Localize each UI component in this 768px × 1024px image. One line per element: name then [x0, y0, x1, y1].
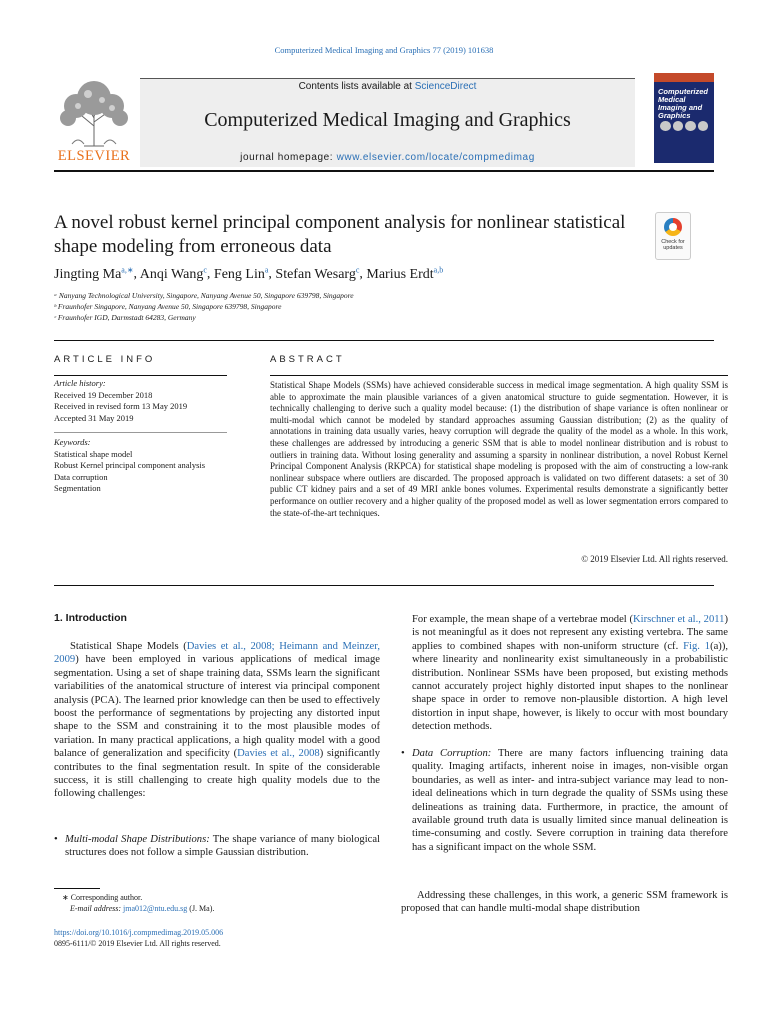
abstract-text: Statistical Shape Models (SSMs) have achieved considerable success in medical image segmentation. A high quality SSM is able to approximate the main plausible variances of a given anatomical structure to guide segmentation. However, it is technically challenging to derive such a quality model because: (1) the distribution of shape variance is often nonlinear or multi-modal which cannot be modeled by standard approaches assuming Gaussian distribution; (2) as the quality of annotations in training data usually varies, heavy corruption will degrade the quality of the model as a whole. In this work, these challenges are addressed by introducing a generic SSM that is able to model nonlinear distribution and is robust to outliers in training data. Without losing generality and assuming a sparsity in nonlinear distribution, a novel Robust Kernel Principal Component Analysis (RKPCA) for statistical shape modeling is proposed with the aim of constructing a low-rank nonlinear subspace where outliers are discarded. The proposed approach is validated on two different datasets: a set of 30 public CT kidney pairs and a set of 49 MRI ankle bones volumes. Experimental results demonstrate a significantly better performance on outlier recovery and a higher quality of the proposed model as well as lower segmentation errors compared to the state-of-the-art techniques.: [270, 380, 728, 518]
history-item: Accepted 31 May 2019: [54, 412, 134, 423]
author[interactable]: Feng Lin$^a$: [213, 265, 269, 282]
article-info-heading: ARTICLE INFO: [54, 354, 156, 365]
article-title: A novel robust kernel principal component analysis for nonlinear statistical shape modeling from erroneous data: [54, 212, 626, 257]
check-updates-icon: [664, 218, 682, 236]
email-link[interactable]: jma012@ntu.edu.sg: [123, 904, 188, 913]
intro-paragraph-2: Addressing these challenges, in this work, a generic SSM framework is proposed that can handle multi-modal shape distribution: [401, 890, 728, 915]
author[interactable]: Marius Erdt$^{a,b}$: [366, 265, 444, 282]
check-updates-label: Check for updates: [661, 239, 685, 251]
keywords: [54, 437, 254, 495]
homepage-link[interactable]: www.elsevier.com/locate/compmedimag: [336, 152, 535, 163]
author[interactable]: Stefan Wesarg$^c$: [275, 265, 360, 282]
journal-banner: [140, 78, 635, 167]
abstract-rule: [270, 375, 728, 376]
keyword: Segmentation: [54, 483, 101, 493]
affiliation: ᵇ Fraunhofer Singapore, Nanyang Avenue 50, Singapore 639798, Singapore: [54, 302, 282, 311]
affiliation: ᶜ Fraunhofer IGD, Darmstadt 64283, Germany: [54, 313, 196, 322]
contents-prefix: Contents lists available at: [298, 81, 415, 92]
citation-link[interactable]: Davies et al., 2008: [237, 748, 320, 760]
section-heading-introduction: 1. Introduction: [54, 612, 127, 624]
keyword: Robust Kernel principal component analysis: [54, 460, 206, 470]
intro-paragraph-1: Statistical Shape Models (Davies et al., 2008; Heimann and Meinzer, 2009) have been employed in various applications of medical image segmentation. Using a set of shape training data, SSMs learn the significant variabilities of the anatomical structure of interest via principal component analysis (PCA). The learned prior knowledge can then be used to effectively boost the performance of segmentations by projecting any distorted input shape to the SSM and constraining it to the most plausible modes of variation. In many practical applications, a high quality model with a good balance of generalization and specificity (Davies et al., 2008) significantly contributes to the final segmentation result. In spite of the considerable success, it is still challenging to create high quality models due to the following challenges:: [54, 641, 381, 800]
journal-citation[interactable]: Computerized Medical Imaging and Graphics 77 (2019) 101638: [274, 45, 494, 55]
homepage-prefix: journal homepage:: [240, 152, 337, 163]
doi-link[interactable]: https://doi.org/10.1016/j.compmedimag.2019.05.006: [54, 928, 224, 937]
citation-link[interactable]: Davies et al., 2008; Heimann and Meinzer, 2009: [54, 641, 380, 666]
abstract-heading: ABSTRACT: [270, 354, 345, 365]
bullet-label: Data Corruption:: [412, 748, 492, 759]
info-rule: [54, 432, 227, 433]
article-history: [54, 378, 244, 424]
footnote-corresponding: ∗ Corresponding author.: [62, 893, 143, 902]
author[interactable]: Jingting $Ma^{a,∗}$: [54, 265, 134, 282]
homepage-line: [140, 152, 635, 163]
history-label: Article history:: [54, 378, 106, 388]
keyword: Data corruption: [54, 471, 108, 482]
affiliation: ᵃ Nanyang Technological University, Singapore, Nanyang Avenue 50, Singapore 639798, Singapore: [54, 291, 354, 300]
journal-title: Computerized Medical Imaging and Graphics: [204, 109, 571, 131]
info-rule: [54, 375, 227, 376]
challenge-bullet-1: • Multi-modal Shape Distributions: The shape variance of many biological structures does not follow a simple Gaussian distribution.: [54, 833, 380, 860]
contents-line: [140, 81, 635, 92]
journal-cover-image[interactable]: [654, 73, 714, 163]
footnote-email: E-mail address: jma012@ntu.edu.sg (J. Ma).: [70, 904, 215, 913]
bullet-label: Multi-modal Shape Distributions:: [65, 834, 210, 845]
publisher-name: ELSEVIER: [57, 148, 131, 164]
cover-strip: [654, 73, 714, 82]
keyword: Statistical shape model: [54, 448, 133, 459]
abstract-copyright: © 2019 Elsevier Ltd. All rights reserved.: [581, 554, 728, 564]
section-rule: [54, 340, 714, 341]
issn-copyright: 0895-6111/© 2019 Elsevier Ltd. All rights reserved.: [54, 939, 221, 948]
challenge-bullet-2: • Data Corruption: There are many factors influencing training data quality. Imaging artifacts, inherent noise in images, non-visible organ boundaries, as well as inter- and intra-subject variance may lead to non-ideal delineations which in turn degrade the quality of SSMs using these delineations as training data. Furthermore, in practice, the amount of available ground truth data is usually limited since manual delineation is time-consuming and costly. Severe corruption in training data therefore has a significant impact on the whole SSM.: [401, 747, 728, 854]
header-rule: [54, 170, 714, 172]
cover-title: Computerized Medical Imaging and Graphics: [658, 87, 709, 120]
history-item: Received in revised form 13 May 2019: [54, 401, 188, 411]
check-for-updates-badge[interactable]: [655, 212, 691, 260]
author[interactable]: Anqi Wang$^c$: [139, 265, 207, 282]
figure-link[interactable]: Fig. 1: [683, 640, 711, 652]
cover-images: [660, 121, 708, 131]
citation-link[interactable]: Kirschner et al., 2011: [633, 614, 725, 625]
challenge-bullet-1-continued: For example, the mean shape of a vertebrae model (Kirschner et al., 2011) is not meaningful as it does not represent any existing vertebra. The same applies to combined shapes with non-uniform structure (cf. Fig. 1(a)), where linearity and nonlinearity exist simultaneously in a probabilistic distribution. Nonlinear SSMs have been proposed, but existing methods cannot accurately project highly distorted input shapes to the nonlinear shape space in order to remove non-plausible distortion. A high level distortion in input shape, however, is likely to occur with most boundary detection methods.: [412, 614, 728, 733]
sciencedirect-link[interactable]: ScienceDirect: [414, 81, 477, 92]
author-list: Jingting $Ma^{a,∗}$, Anqi Wang$^c$, Feng Lin$^a$, Stefan Wesarg$^c$, Marius Erdt$^{a,b}$: [54, 265, 444, 282]
keywords-label: Keywords:: [54, 437, 91, 447]
footnote-rule: [54, 888, 100, 889]
body-rule: [54, 585, 714, 586]
history-item: Received 19 December 2018: [54, 389, 153, 400]
